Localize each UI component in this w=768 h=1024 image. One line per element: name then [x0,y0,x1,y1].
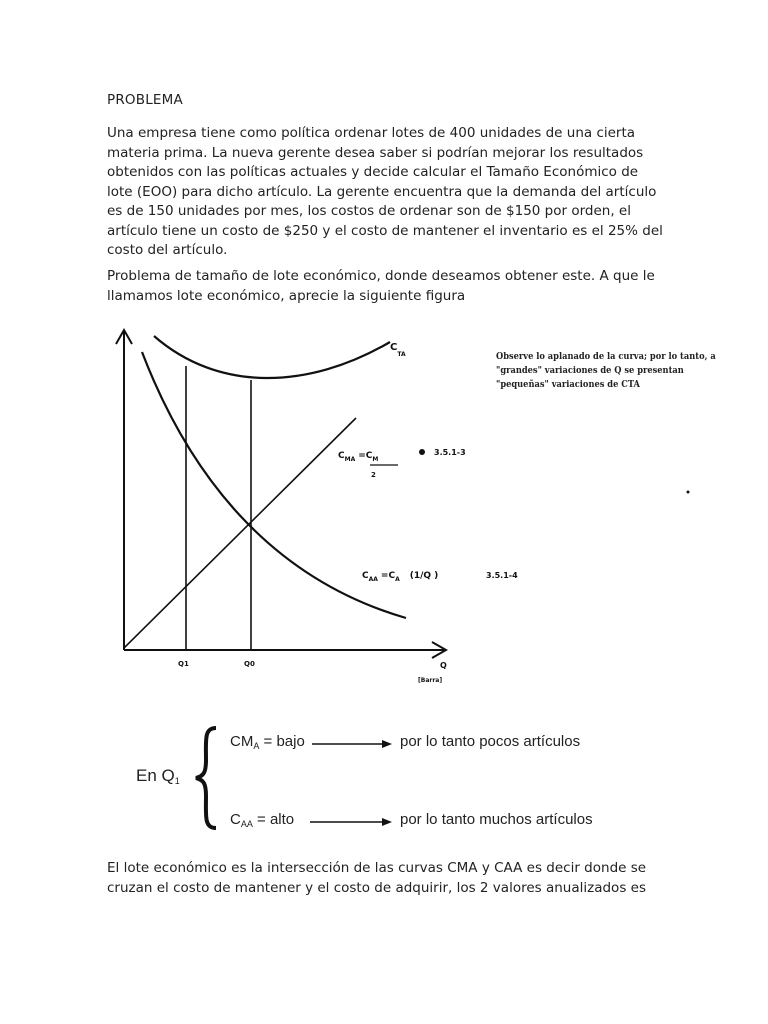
few-items-text: por lo tanto pocos artículos [400,733,581,750]
figure-note [496,350,716,392]
problem-paragraph: Una empresa tiene como política ordenar lotes de 400 unidades de una cierta materia prima. La nueva gerente desea saber si podrían mejorar los resultados obtenidos con las políticas actuales y decide calcular el Tamaño Económico de lote (EOO) para dicho artículo. La gerente encuentra que la demanda del artículo es de 150 unidades por mes, los costos de ordenar son de $150 por orden, el artículo tiene un costo de $250 y el costo de mantener el inventario es el 25% del costo del artículo. [107,125,663,258]
cma-equation-tag: 3.5.1-3 [434,448,466,457]
q-axis-label: Q [440,661,447,670]
problem-heading: PROBLEMA [107,92,183,108]
figure-note-line-2: "grandes" variaciones de Q se presentan [496,366,684,376]
arrow-head-2 [382,818,392,826]
cma-dot [419,449,425,455]
q0-axis-label: Q0 [244,660,255,668]
many-items-text: por lo tanto muchos artículos [400,811,593,828]
en-q1-label: En $Q_1$ [136,766,180,786]
caa-formula: $C_{AA} =C_A$ (1/Q ) [362,571,439,583]
q1-legend [100,720,640,840]
caa-equation-tag: 3.5.1-4 [486,571,518,580]
arrow-head-1 [382,740,392,748]
figure-note-line-1: Observe lo aplanado de la curva; por lo tanto, a [496,352,716,362]
figure-note-line-3: "pequeñas" variaciones de CTA [496,380,640,390]
q-axis-unit: [Barra] [418,677,443,684]
cma-denominator: 2 [371,471,376,479]
stray-mark [687,491,690,494]
cma-formula: $C_{MA} =C_M$ [338,451,379,463]
cma-low-label: $CM_A$ = bajo [230,733,305,751]
intro-paragraph: Problema de tamaño de lote económico, donde deseamos obtener este. A que le llamamos lote económico, aprecie la siguiente figura [107,268,655,304]
q1-axis-label: Q1 [178,660,189,668]
conclusion-paragraph: El lote económico es la intersección de las curvas CMA y CAA es decir donde se cruzan el costo de mantener y el costo de adquirir, los 2 valores anualizados es [107,860,647,896]
cta-curve [154,336,390,378]
caa-high-label: $C_{AA}$ = alto [230,811,295,829]
eoq-cost-figure [108,322,716,694]
cta-label: $C_{TA}$ [390,342,406,358]
curly-brace [196,728,216,828]
cma-line [124,418,356,648]
